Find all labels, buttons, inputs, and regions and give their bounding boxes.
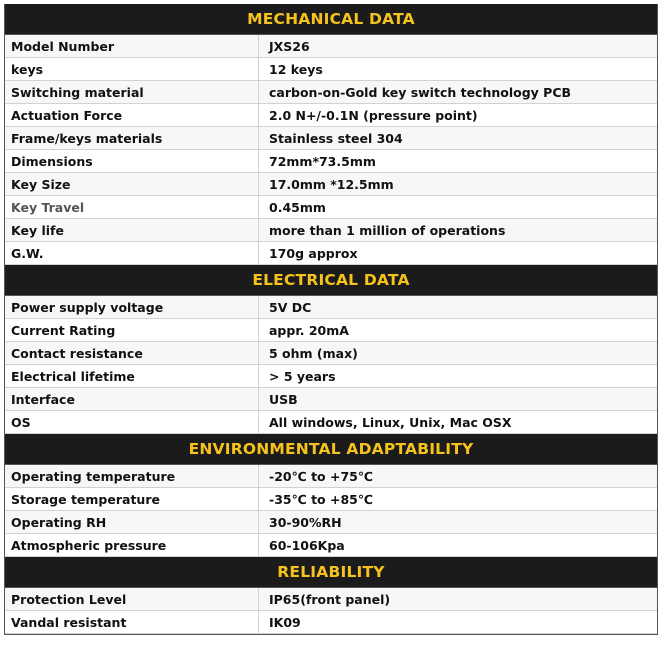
spec-row [5,388,657,411]
spec-value: 12 keys [269,61,323,77]
spec-row [5,242,657,265]
spec-label: Key Travel [5,196,259,218]
spec-label: Interface [5,388,259,410]
spec-value: 5 ohm (max) [269,345,358,361]
spec-value: All windows, Linux, Unix, Mac OSX [269,414,512,430]
spec-label: OS [5,411,259,433]
electrical-rows [5,296,657,434]
spec-label: Operating temperature [5,465,259,487]
spec-label: Key Size [5,173,259,195]
spec-label: Power supply voltage [5,296,259,318]
spec-value: > 5 years [269,368,336,384]
spec-value: 2.0 N+/-0.1N (pressure point) [269,107,478,123]
section-header-electrical: ELECTRICAL DATA [5,265,657,296]
spec-value: 5V DC [269,299,312,315]
spec-value: 30-90%RH [269,514,342,530]
spec-value: 0.45mm [269,199,326,215]
reliability-rows [5,588,657,634]
spec-label: Frame/keys materials [5,127,259,149]
spec-label: Contact resistance [5,342,259,364]
spec-value: 72mm*73.5mm [269,153,376,169]
section-header-mechanical: MECHANICAL DATA [5,4,657,35]
spec-label: keys [5,58,259,80]
spec-label: Switching material [5,81,259,103]
spec-row [5,104,657,127]
spec-value: 17.0mm *12.5mm [269,176,394,192]
section-header-environmental: ENVIRONMENTAL ADAPTABILITY [5,434,657,465]
spec-row [5,319,657,342]
spec-row [5,127,657,150]
spec-row [5,534,657,557]
spec-value: -20℃ to +75℃ [269,468,373,484]
spec-value: USB [269,391,298,407]
spec-row [5,35,657,58]
section-header-reliability: RELIABILITY [5,557,657,588]
spec-row [5,488,657,511]
spec-row [5,81,657,104]
spec-value: carbon-on-Gold key switch technology PCB [269,84,572,100]
spec-label: Storage temperature [5,488,259,510]
spec-label: Key life [5,219,259,241]
spec-label: Model Number [5,35,259,57]
spec-row [5,296,657,319]
spec-row [5,150,657,173]
spec-label: Dimensions [5,150,259,172]
spec-row [5,342,657,365]
spec-row [5,219,657,242]
spec-label: Operating RH [5,511,259,533]
spec-label: Atmospheric pressure [5,534,259,556]
spec-label: Current Rating [5,319,259,341]
spec-label: G.W. [5,242,259,264]
spec-label: Protection Level [5,588,259,610]
spec-row [5,411,657,434]
spec-row [5,588,657,611]
spec-value: appr. 20mA [269,322,349,338]
spec-row [5,196,657,219]
spec-row [5,58,657,81]
spec-value: more than 1 million of operations [269,222,506,238]
table-bottom-border [5,634,657,635]
spec-sheet [4,4,658,635]
spec-label: Vandal resistant [5,611,259,633]
spec-value: Stainless steel 304 [269,130,403,146]
spec-value: JXS26 [269,38,310,54]
spec-value: IP65(front panel) [269,591,391,607]
spec-value: 60-106Kpa [269,537,345,553]
spec-value: -35℃ to +85℃ [269,491,373,507]
spec-row [5,611,657,634]
spec-value: IK09 [269,614,301,630]
mechanical-rows [5,35,657,265]
spec-row [5,511,657,534]
spec-row [5,365,657,388]
spec-value: 170g approx [269,245,358,261]
spec-label: Electrical lifetime [5,365,259,387]
spec-row [5,465,657,488]
environmental-rows [5,465,657,557]
spec-label: Actuation Force [5,104,259,126]
spec-row [5,173,657,196]
